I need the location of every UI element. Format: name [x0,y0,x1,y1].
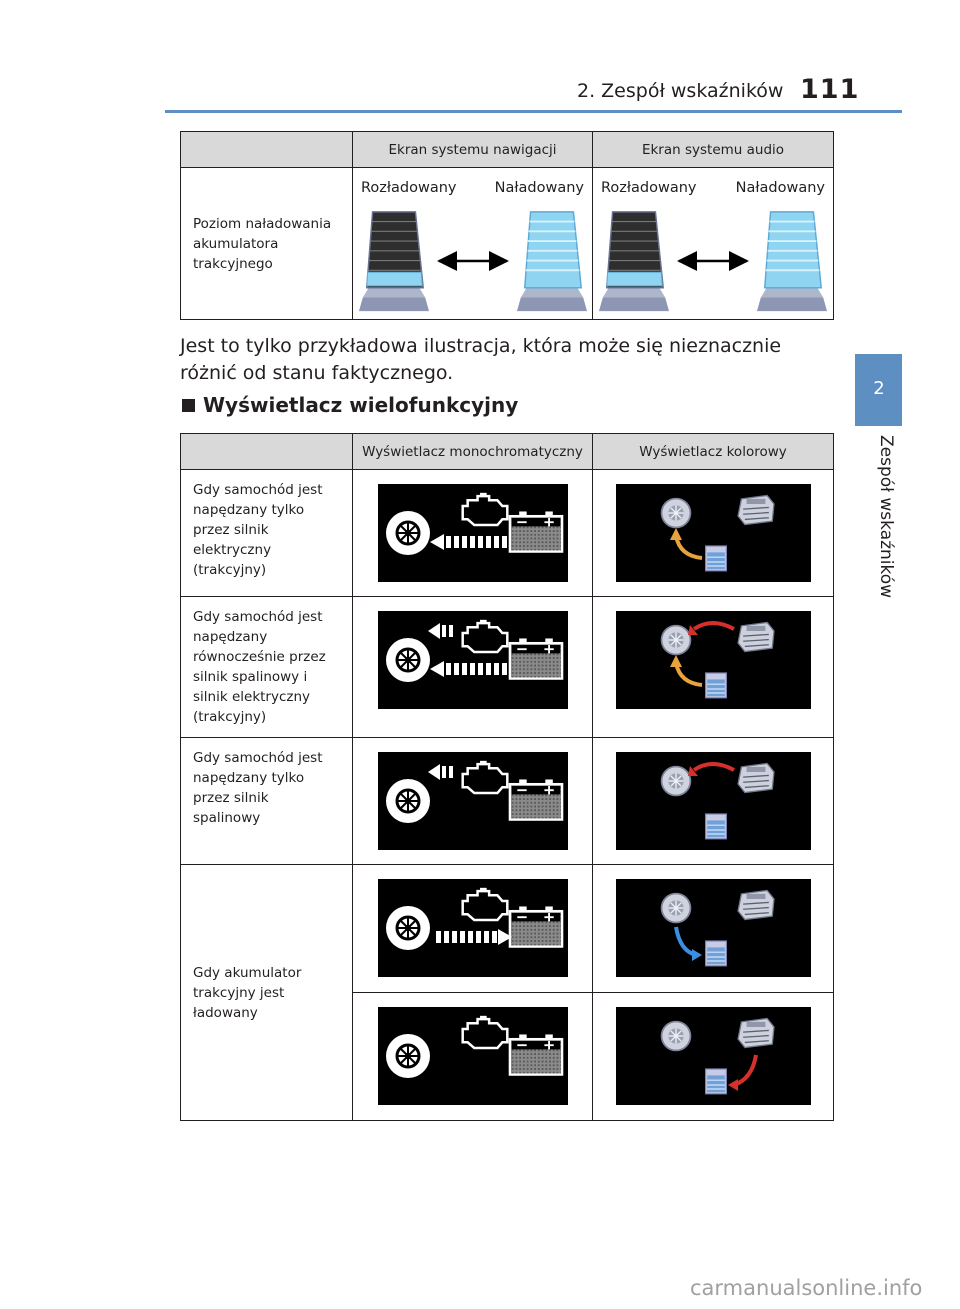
mono-display-cell [353,865,593,993]
col-header-navigation: Ekran systemu nawigacji [353,132,593,168]
navigation-battery-cell [353,168,593,320]
battery-level-figure [353,206,593,318]
table1-corner [181,132,353,168]
mono-display-engine-only [378,752,568,850]
mono-display-cell [353,738,593,865]
square-bullet-icon [182,399,195,412]
wheel-icon [661,499,690,528]
battery-full-icon [757,212,827,311]
row-label-electric-only: Gdy samochód jest napędzany tylko przez silnik elektryczny (trakcyjny) [181,470,353,597]
color-display-cell [593,470,834,597]
battery-icon [705,1069,726,1094]
battery-icon [705,814,726,839]
wheel-icon [386,906,430,950]
battery-icon [705,673,726,698]
table2-corner [181,434,353,470]
battery-icon [509,511,561,551]
battery-empty-icon [599,212,669,311]
row-label-battery-level: Poziom naładowania akumulatora trakcyjnego [181,168,353,320]
battery-full-icon [517,212,587,311]
charged-label: Naładowany [494,180,584,196]
mono-display-charging-engine [378,1007,568,1105]
mono-display-hybrid [378,611,568,709]
col-header-monochrome: Wyświetlacz monochromatyczny [353,434,593,470]
battery-icon [509,638,561,678]
battery-icon [705,941,726,966]
section-heading [182,393,518,417]
wheel-icon [661,894,690,923]
row-label-hybrid: Gdy samochód jest napędzany równocześnie przez silnik spalinowy i silnik elektryczny (trakcyjny) [181,597,353,738]
mono-display-electric-only [378,484,568,582]
color-display-hybrid [616,611,811,709]
color-display-charging-regen [616,879,811,977]
chapter-label: Zespół wskaźników [876,435,896,599]
col-header-audio: Ekran systemu audio [593,132,834,168]
page-number: 111 [800,74,860,105]
mono-display-cell [353,597,593,738]
wheel-icon [661,626,690,655]
multi-display-table [180,433,834,1121]
row-label-charging: Gdy akumulator trakcyjny jest ładowany [181,865,353,1121]
chapter-number: 2 [873,378,885,399]
battery-level-table [180,131,834,320]
battery-icon [705,546,726,571]
battery-icon [509,1034,561,1074]
discharged-label: Rozładowany [361,180,457,196]
battery-empty-icon [359,212,429,311]
battery-icon [509,906,561,946]
section-heading-text: Wyświetlacz wielofunkcyjny [203,393,519,417]
audio-battery-cell [593,168,834,320]
wheel-icon [386,1034,430,1078]
color-display-cell [593,738,834,865]
watermark: carmanualsonline.info [690,1276,923,1300]
discharged-label: Rozładowany [601,180,697,196]
engine-icon [738,763,774,792]
mono-display-cell [353,993,593,1121]
row-label-engine-only: Gdy samochód jest napędzany tylko przez silnik spalinowy [181,738,353,865]
battery-level-figure [593,206,833,318]
color-display-cell [593,597,834,738]
header-rule [165,110,902,113]
wheel-icon [386,638,430,682]
charged-label: Naładowany [735,180,825,196]
section-title: 2. Zespół wskaźników [577,80,784,102]
color-display-charging-engine [616,1007,811,1105]
wheel-icon [386,511,430,555]
mono-display-cell [353,470,593,597]
wheel-icon [661,767,690,796]
color-display-cell [593,993,834,1121]
battery-icon [509,779,561,819]
wheel-icon [386,779,430,823]
color-display-engine-only [616,752,811,850]
illustration-note: Jest to tylko przykładowa ilustracja, która może się nieznacznie różnić od stanu faktycznego. [180,335,782,384]
col-header-color: Wyświetlacz kolorowy [593,434,834,470]
color-display-cell [593,865,834,993]
engine-icon [738,622,774,651]
engine-icon [738,1018,774,1047]
wheel-icon [661,1022,690,1051]
color-display-electric-only [616,484,811,582]
engine-icon [738,890,774,919]
engine-icon [738,495,774,524]
mono-display-charging-regen [378,879,568,977]
